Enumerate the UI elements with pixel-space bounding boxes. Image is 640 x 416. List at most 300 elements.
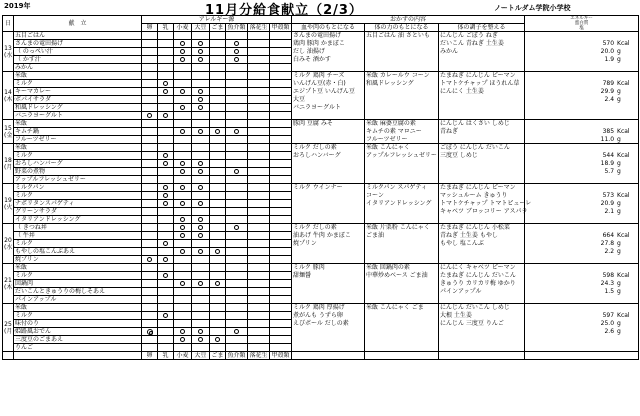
table-row [3, 312, 639, 320]
nutrition-value [525, 208, 639, 216]
allergen-mark [226, 304, 248, 312]
allergen-mark [270, 144, 292, 152]
allergen-mark [226, 48, 248, 56]
allergen-mark [192, 96, 210, 104]
allergen-mark [270, 136, 292, 144]
circle-mark [180, 41, 185, 46]
allergen-mark [226, 296, 248, 304]
green-food: にんじん 三度豆 りんご [439, 320, 525, 328]
allergen-mark [248, 264, 270, 272]
circle-mark [198, 161, 203, 166]
nutrition-number: 2.6 [604, 328, 615, 335]
green-food: もやし 塩こんぶ [439, 240, 525, 248]
nutrition-unit: Kcal [617, 80, 630, 87]
green-food [439, 344, 525, 352]
green-food: ごぼう にんじん だいこん [439, 144, 525, 152]
yellow-food [365, 312, 439, 320]
allergen-mark [192, 160, 210, 168]
allergen-mark [226, 320, 248, 328]
yellow-food [365, 48, 439, 56]
dish-name: キムチ鍋 [14, 128, 142, 136]
red-food [292, 280, 365, 288]
day-number: 14 [4, 88, 12, 96]
nutrition-unit: g [617, 200, 621, 207]
nutrition-unit: Kcal [617, 40, 630, 47]
allergen-mark [192, 80, 210, 88]
allergen-mark [210, 296, 226, 304]
allergen-mark [158, 288, 174, 296]
table-row [3, 224, 639, 232]
nutrition-value [525, 184, 639, 192]
allergen-mark [226, 208, 248, 216]
allergen-mark [210, 184, 226, 192]
nutrition-number: 29.9 [600, 88, 615, 95]
table-row [3, 248, 639, 256]
green-food [439, 160, 525, 168]
allergen-mark [210, 224, 226, 232]
yellow-food: ミルクパン スパゲティ [365, 184, 439, 192]
circle-mark [198, 129, 203, 134]
green-food: にんじん はくさい しめじ [439, 120, 525, 128]
red-food [292, 168, 365, 176]
allergen-mark [248, 288, 270, 296]
allergen-mark [270, 120, 292, 128]
allergen-mark [142, 304, 158, 312]
circle-mark [198, 201, 203, 206]
allergen-mark [174, 200, 192, 208]
yellow-food [365, 248, 439, 256]
green-food: 青ねぎ 土生姜 もやし [439, 232, 525, 240]
table-row [3, 256, 639, 264]
red-food: エジプト豆 いんげん豆 [292, 88, 365, 96]
yellow-food [365, 296, 439, 304]
allergen-mark [248, 272, 270, 280]
allergen-mark [270, 256, 292, 264]
allergen-mark [270, 176, 292, 184]
allergen-mark [270, 160, 292, 168]
allergen-mark [174, 344, 192, 352]
green-food: パインアップル [439, 288, 525, 296]
dish-name: グリーンサラダ [14, 208, 142, 216]
red-food [292, 208, 365, 216]
red-food: 大豆 [292, 96, 365, 104]
allergen-mark [210, 64, 226, 72]
nutrition-value [525, 144, 639, 152]
allergen-mark [248, 120, 270, 128]
allergen-mark [192, 192, 210, 200]
dish-name: ナポリタンスパゲティ [14, 200, 142, 208]
nutrition-unit: g [617, 135, 621, 143]
allergen-mark [158, 328, 174, 336]
circle-mark [163, 193, 168, 198]
circle-mark [180, 105, 185, 110]
nutrition-value [525, 48, 639, 56]
allergen-mark [248, 200, 270, 208]
foot-allergen: 乳 [158, 352, 174, 360]
allergen-mark [192, 344, 210, 352]
allergen-mark [158, 160, 174, 168]
allergen-mark [270, 296, 292, 304]
day-number: 20 [4, 236, 12, 244]
nutrition-value [525, 200, 639, 208]
red-food: ミルク 豚肉 [292, 264, 365, 272]
allergen-mark [142, 248, 158, 256]
yellow-food [365, 112, 439, 120]
allergen-mark [226, 328, 248, 336]
allergen-mark [158, 120, 174, 128]
allergen-mark [174, 128, 192, 136]
table-row [3, 96, 639, 104]
allergen-mark [248, 104, 270, 112]
allergen-mark [192, 104, 210, 112]
red-food [292, 336, 365, 344]
allergen-mark [210, 288, 226, 296]
dish-name: ミルク [14, 312, 142, 320]
allergen-mark [192, 304, 210, 312]
dish-name: ミルクパン [14, 184, 142, 192]
green-food: トマトケチャップ トマトピューレ [440, 200, 532, 207]
dish-name: 回鍋肉 [14, 280, 142, 288]
yellow-food [365, 168, 439, 176]
nutrition-number: 1.5 [604, 288, 615, 295]
allergen-mark [270, 224, 292, 232]
allergen-mark [192, 56, 210, 64]
allergen-mark [192, 336, 210, 344]
col-energy: エネルギー 蛋白質 塩 [525, 16, 639, 32]
circle-mark [215, 249, 220, 254]
green-food: にんにく キャベツ ピーマン [439, 264, 525, 272]
allergen-mark [270, 96, 292, 104]
allergen-mark [248, 248, 270, 256]
table-row [3, 176, 639, 184]
allergen-mark [174, 336, 192, 344]
yellow-food [365, 328, 439, 336]
allergen-mark [192, 280, 210, 288]
col-allergen: 卵 [142, 24, 158, 32]
dish-name: 米飯 [14, 264, 142, 272]
dish-name: 姫路風おでん [14, 328, 142, 336]
nutrition-number: 385 [602, 128, 615, 135]
nutrition-value [525, 336, 639, 344]
table-row [3, 48, 639, 56]
allergen-mark [174, 32, 192, 40]
table-row [3, 192, 639, 200]
table-row [3, 136, 639, 144]
allergen-mark [158, 48, 174, 56]
nutrition-unit: g [617, 288, 621, 295]
allergen-mark [192, 64, 210, 72]
allergen-mark [210, 40, 226, 48]
allergen-mark [226, 280, 248, 288]
allergen-mark [174, 320, 192, 328]
dish-name: ミルク [14, 192, 142, 200]
green-food: たまねぎ にんじん だいこん [439, 272, 525, 280]
allergen-mark [192, 224, 210, 232]
allergen-mark [192, 184, 210, 192]
yellow-food: アップルフレッシュゼリー [366, 152, 437, 159]
circle-mark [163, 273, 168, 278]
allergen-mark [192, 168, 210, 176]
day-of-week: (木) [4, 95, 15, 103]
red-food: ミルク 鶏肉 チーズ [292, 72, 365, 80]
dish-name: パインアップル [14, 296, 142, 304]
circle-mark [163, 201, 168, 206]
yellow-food [365, 96, 439, 104]
allergen-mark [158, 168, 174, 176]
allergen-mark [158, 128, 174, 136]
table-row [3, 328, 639, 336]
allergen-mark [174, 296, 192, 304]
allergen-mark [142, 312, 158, 320]
allergen-mark [174, 264, 192, 272]
nutrition-value [525, 64, 639, 72]
nutrition-value [525, 56, 639, 64]
allergen-mark [174, 112, 192, 120]
allergen-mark [192, 232, 210, 240]
red-food: 甜麺醤 [292, 272, 365, 280]
allergen-mark [192, 312, 210, 320]
allergen-mark [210, 192, 226, 200]
allergen-mark [210, 152, 226, 160]
allergen-mark [158, 152, 174, 160]
nutrition-value [525, 80, 639, 88]
allergen-mark [142, 136, 158, 144]
yellow-food: 中華炒めベース ごま油 [365, 272, 439, 280]
allergen-mark [174, 40, 192, 48]
allergen-mark [210, 200, 226, 208]
year-label: 2019年 [4, 2, 31, 10]
day-of-week: (火) [4, 203, 15, 211]
allergen-mark [174, 232, 192, 240]
allergen-mark [174, 304, 192, 312]
nutrition-number: 11.0 [600, 135, 615, 143]
nutrition-unit: Kcal [617, 312, 630, 319]
table-row [3, 216, 639, 224]
table-row [3, 184, 639, 192]
table-row [3, 344, 639, 352]
yellow-food [365, 64, 439, 72]
allergen-mark [270, 56, 292, 64]
allergen-mark [226, 152, 248, 160]
dish-name: 野菜の煮物 [14, 168, 142, 176]
allergen-mark [142, 168, 158, 176]
allergen-mark [174, 216, 192, 224]
nutrition-number: 573 [602, 192, 615, 199]
red-food [292, 176, 365, 184]
allergen-mark [226, 80, 248, 88]
allergen-mark [142, 336, 158, 344]
yellow-food: 米飯 こんにゃく ごま [365, 304, 439, 312]
allergen-mark [174, 280, 192, 288]
allergen-mark [248, 56, 270, 64]
nutrition-value [525, 40, 639, 48]
allergen-mark [174, 272, 192, 280]
circle-mark [198, 41, 203, 46]
red-food [292, 160, 365, 168]
nutrition-number: 20.0 [600, 48, 615, 55]
yellow-food [365, 208, 439, 216]
allergen-mark [248, 72, 270, 80]
green-food: トマトケチャップ ほうれん草 [439, 80, 525, 88]
allergen-mark [210, 32, 226, 40]
allergen-mark [226, 88, 248, 96]
allergen-mark [142, 192, 158, 200]
circle-mark [180, 185, 185, 190]
circle-mark [180, 201, 185, 206]
green-food: だいこん 青ねぎ 土生姜 [439, 40, 525, 48]
circle-mark [198, 49, 203, 54]
red-food: 鶏肉 豚肉 かまぼこ [292, 40, 365, 48]
allergen-mark [270, 88, 292, 96]
allergen-mark [142, 232, 158, 240]
allergen-mark [210, 136, 226, 144]
yellow-food: ごま油 [365, 232, 439, 240]
nutrition-unit: Kcal [617, 192, 630, 199]
allergen-mark [158, 232, 174, 240]
red-food [292, 216, 365, 224]
dish-name: ミルク [14, 240, 142, 248]
allergen-mark [142, 272, 158, 280]
allergen-mark [158, 136, 174, 144]
allergen-mark [210, 248, 226, 256]
yellow-food [365, 256, 439, 264]
allergen-mark [158, 256, 174, 264]
allergen-mark [192, 320, 210, 328]
allergen-mark [174, 64, 192, 72]
allergen-mark [158, 208, 174, 216]
nutrition-value [525, 168, 639, 176]
allergen-mark [174, 96, 192, 104]
allergen-mark [158, 72, 174, 80]
nutrition-value [525, 152, 639, 160]
yellow-food [365, 344, 439, 352]
yellow-food: 米飯 回鍋肉の素 [365, 264, 439, 272]
allergen-mark [210, 240, 226, 248]
allergen-mark [248, 280, 270, 288]
allergen-mark [226, 176, 248, 184]
foot-allergen: 卵 [142, 352, 158, 360]
allergen-mark [192, 296, 210, 304]
allergen-mark [142, 296, 158, 304]
circle-mark [198, 329, 203, 334]
red-food: ミルク ウインナー [292, 184, 365, 192]
circle-mark [180, 233, 185, 238]
allergen-mark [270, 64, 292, 72]
allergen-mark [192, 288, 210, 296]
col-side-group: おかずの内容 [292, 16, 525, 24]
allergen-mark [270, 152, 292, 160]
allergen-mark [248, 32, 270, 40]
allergen-mark [248, 48, 270, 56]
allergen-mark [226, 40, 248, 48]
allergen-mark [142, 288, 158, 296]
yellow-food [365, 280, 439, 288]
nutrition-number: 597 [602, 312, 615, 319]
table-row [3, 232, 639, 240]
green-food [439, 96, 525, 104]
allergen-mark [158, 304, 174, 312]
circle-mark [163, 257, 168, 262]
red-food: おろしハンバーグ [292, 152, 365, 160]
red-food [292, 200, 365, 208]
allergen-mark [174, 240, 192, 248]
allergen-mark [210, 216, 226, 224]
circle-mark [180, 249, 185, 254]
nutrition-value [525, 32, 639, 40]
nutrition-value [525, 280, 639, 288]
nutrition-value [525, 232, 639, 240]
day-number: 25 [4, 320, 12, 328]
green-food: たまねぎ にんじん 小松菜 [439, 224, 525, 232]
allergen-mark [210, 304, 226, 312]
allergen-mark [248, 40, 270, 48]
day-of-week: (木) [4, 283, 15, 291]
table-row [3, 200, 639, 208]
allergen-mark [270, 312, 292, 320]
allergen-mark [174, 288, 192, 296]
circle-mark [163, 161, 168, 166]
yellow-food: 米飯 麻婆豆腐の素 [365, 120, 439, 128]
table-row [3, 288, 639, 296]
allergen-mark [142, 72, 158, 80]
circle-mark [198, 57, 203, 62]
allergen-mark [142, 280, 158, 288]
allergen-mark [174, 184, 192, 192]
col-green: 体の調子を整える [439, 24, 525, 32]
table-row [3, 168, 639, 176]
red-food [292, 112, 365, 120]
table-row [3, 80, 639, 88]
circle-mark [234, 41, 239, 46]
allergen-mark [210, 264, 226, 272]
allergen-mark [158, 40, 174, 48]
green-food: 三度豆 しめじ [439, 152, 525, 160]
nutrition-unit: g [617, 328, 621, 335]
red-food: ミルク だしの素 [292, 144, 365, 152]
allergen-mark [226, 248, 248, 256]
allergen-mark [270, 288, 292, 296]
circle-mark [180, 337, 185, 342]
green-food [439, 136, 525, 144]
nutrition-value [525, 192, 639, 200]
allergen-mark [248, 112, 270, 120]
table-row [3, 304, 639, 312]
day-of-week: (水) [4, 51, 15, 59]
allergen-mark [142, 152, 158, 160]
allergen-mark [226, 184, 248, 192]
day-of-week: (月) [4, 163, 15, 171]
allergen-mark [158, 104, 174, 112]
allergen-mark [248, 208, 270, 216]
red-food: 豚肉 豆腐 みそ [292, 120, 365, 128]
menu-table [2, 15, 639, 360]
table-row [3, 320, 639, 328]
green-food [439, 216, 525, 224]
allergen-mark [270, 320, 292, 328]
double-circle-mark [147, 329, 153, 335]
nutrition-value [525, 224, 639, 232]
yellow-food [365, 216, 439, 224]
green-food: マッシュルーム きゅうり [439, 192, 525, 200]
allergen-mark [192, 328, 210, 336]
allergen-mark [248, 80, 270, 88]
allergen-mark [210, 104, 226, 112]
green-food [439, 104, 525, 112]
col-day: 日 [3, 16, 14, 32]
allergen-mark [226, 272, 248, 280]
allergen-mark [142, 40, 158, 48]
yellow-food: 和風ドレッシング [365, 80, 439, 88]
